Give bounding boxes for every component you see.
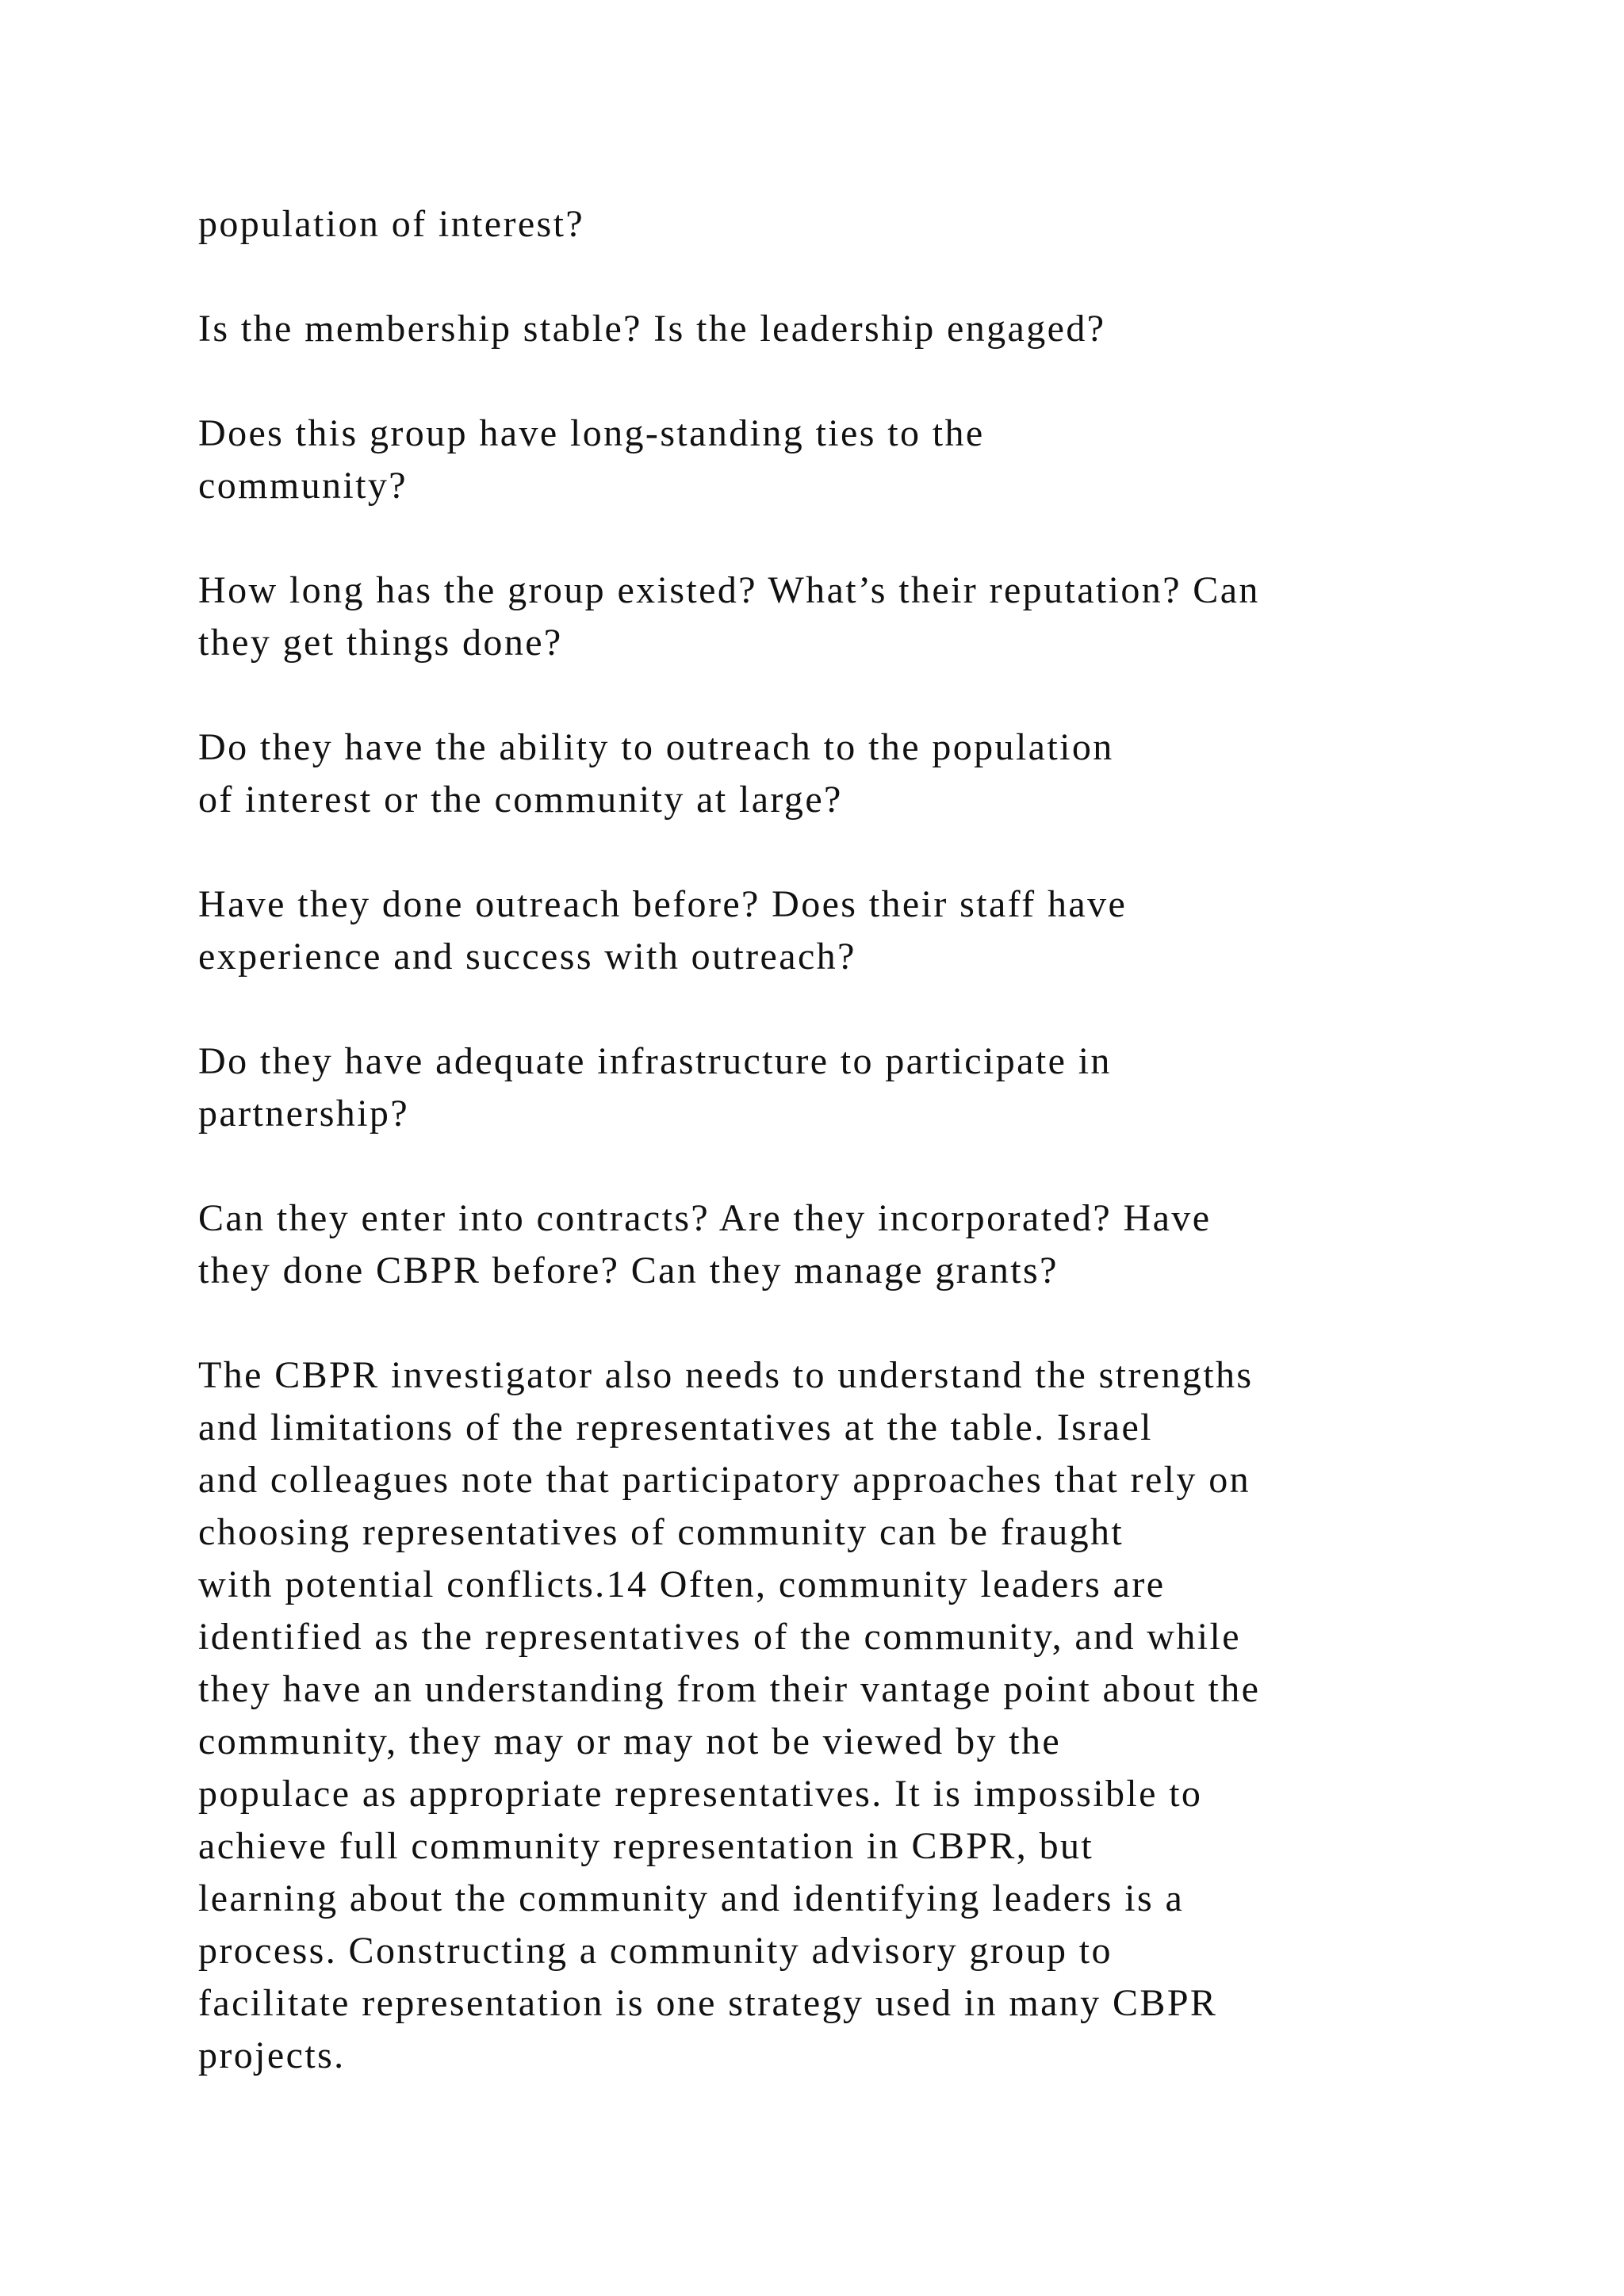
text-line: Does this group have long-standing ties to the [198,412,985,454]
text-line: identified as the representatives of the community, and while [198,1616,1241,1658]
text-line: Is the membership stable? Is the leadership engaged? [198,308,1106,350]
text-line: population of interest? [198,203,585,245]
paragraph [198,303,1467,355]
text-line: Have they done outreach before? Does their staff have [198,883,1128,925]
text-line: partnership? [198,1093,410,1135]
text-line: community, they may or may not be viewed by the [198,1720,1062,1762]
paragraph [198,721,1467,826]
paragraph [198,1192,1467,1297]
text-line: Can they enter into contracts? Are they incorporated? Have [198,1197,1212,1239]
paragraph [198,198,1467,251]
paragraph [198,1035,1467,1140]
text-line: Do they have adequate infrastructure to participate in [198,1040,1112,1082]
text-line: projects. [198,2034,346,2076]
text-line: community? [198,465,408,507]
text-line: The CBPR investigator also needs to understand the strengths [198,1354,1254,1396]
text-line: populace as appropriate representatives. It is impossible to [198,1773,1203,1815]
text-line: achieve full community representation in CBPR, but [198,1825,1094,1867]
document-body [198,198,1467,2134]
paragraph [198,878,1467,983]
text-line: of interest or the community at large? [198,779,843,821]
text-line: they done CBPR before? Can they manage grants? [198,1249,1059,1292]
text-line: How long has the group existed? What’s their reputation? Can [198,569,1260,611]
text-line: experience and success with outreach? [198,936,856,978]
text-line: they get things done? [198,622,563,664]
text-line: learning about the community and identifying leaders is a [198,1877,1185,1919]
text-line: and limitations of the representatives at the table. Israel [198,1406,1153,1448]
text-line: facilitate representation is one strategy used in many CBPR [198,1982,1218,2024]
paragraph [198,564,1467,669]
text-line: Do they have the ability to outreach to the population [198,726,1114,768]
text-line: they have an understanding from their vantage point about the [198,1668,1261,1710]
paragraph [198,1349,1467,2082]
text-line: with potential conflicts.14 Often, community leaders are [198,1563,1166,1605]
paragraph [198,408,1467,512]
text-line: choosing representatives of community can be fraught [198,1511,1124,1553]
text-line: process. Constructing a community advisory group to [198,1930,1113,1972]
text-line: and colleagues note that participatory approaches that rely on [198,1459,1251,1501]
